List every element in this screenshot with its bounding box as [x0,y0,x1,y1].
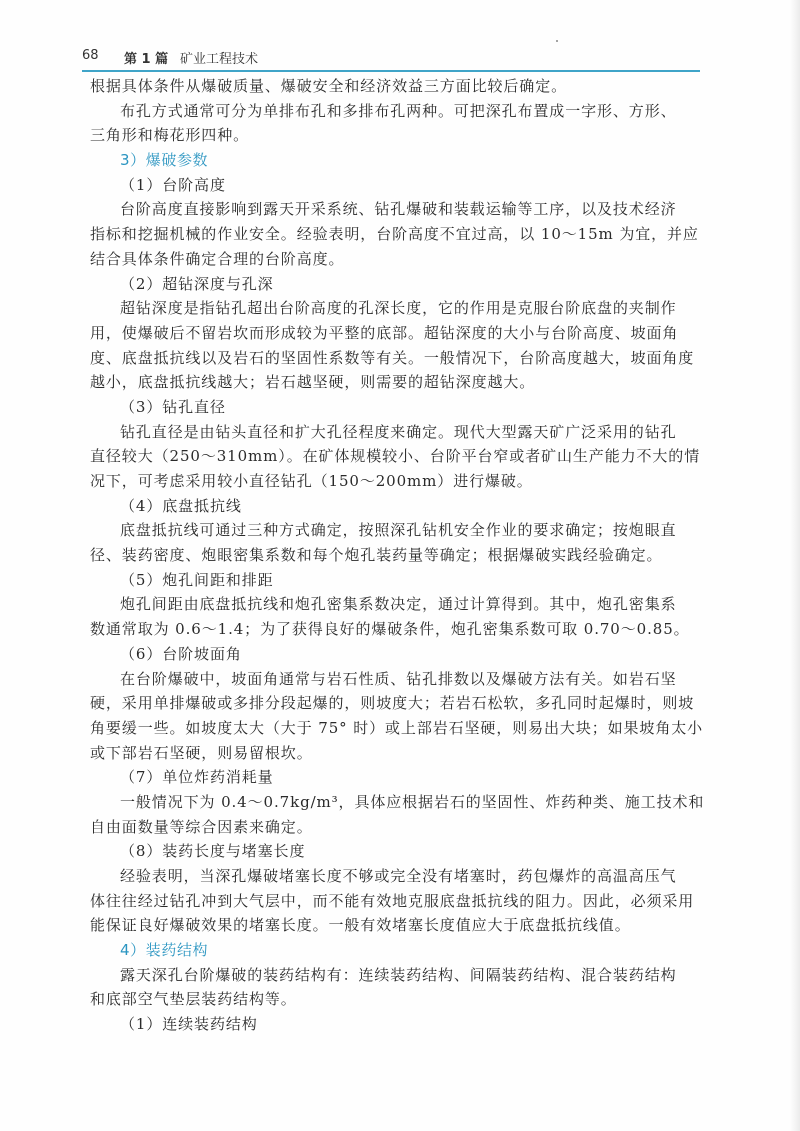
part-label: 第 1 篇 [124,52,169,67]
chapter-title: 矿业工程技术 [180,52,259,67]
paragraph-line: 自由面数量等综合因素来确定。 [90,817,313,836]
subsection-heading: （8）装药长度与堵塞长度 [120,842,306,861]
paragraph-line: 结合具体条件确定合理的台阶高度。 [90,249,345,268]
paragraph-line: 能保证良好爆破效果的堵塞长度。一般有效堵塞长度值应大于底盘抵抗线值。 [90,916,631,935]
paragraph-line: 硬，采用单排爆破或多排分段起爆的，则坡度大；若岩石松软，多孔同时起爆时，则坡 [90,694,695,713]
subsection-heading: （7）单位炸药消耗量 [120,768,274,787]
paragraph-line: 布孔方式通常可分为单排布孔和多排布孔两种。可把深孔布置成一字形、方形、 [120,101,677,120]
paragraph-line: 在台阶爆破中，坡面角通常与岩石性质、钻孔排数以及爆破方法有关。如岩石坚 [120,669,677,688]
paragraph-line: 炮孔间距由底盘抵抗线和炮孔密集系数决定，通过计算得到。其中，炮孔密集系 [120,595,677,614]
header-rule [82,70,700,72]
subsection-heading: （1）连续装药结构 [120,1015,258,1034]
paragraph-line: 台阶高度直接影响到露天开采系统、钻孔爆破和装载运输等工序，以及技术经济 [120,200,677,219]
page-number: 68 [82,48,99,63]
paragraph-line: 体往往经过钻孔冲到大气层中，而不能有效地克服底盘抵抗线的阻力。因此，必须采用 [90,891,695,910]
page-edge-shadow [790,0,800,1131]
paragraph-line: 径、装药密度、炮眼密集系数和每个炮孔装药量等确定；根据爆破实践经验确定。 [90,546,663,565]
paragraph-line: 底盘抵抗线可通过三种方式确定，按照深孔钻机安全作业的要求确定；按炮眼直 [120,521,677,540]
paragraph-line: 经验表明，当深孔爆破堵塞长度不够或完全没有堵塞时，药包爆炸的高温高压气 [120,867,677,885]
paragraph-line: 指标和挖掘机械的作业安全。经验表明，台阶高度不宜过高，以 10～15m 为宜，并应 [90,225,699,244]
subsection-heading: （4）底盘抵抗线 [120,496,242,515]
paragraph-line: 一般情况下为 0.4～0.7kg/m³，具体应根据岩石的坚固性、炸药种类、施工技术和 [120,792,705,811]
subsection-heading: （3）钻孔直径 [120,397,226,416]
paragraph-line: 和底部空气垫层装药结构等。 [90,990,297,1009]
paragraph-line: 用，使爆破后不留岩坎而形成较为平整的底部。超钻深度的大小与台阶高度、坡面角 [90,323,679,342]
section-heading: 3）爆破参数 [120,151,209,170]
paragraph-line: 三角形和梅花形四种。 [90,126,250,145]
paragraph-line: 直径较大（250～310mm）。在矿体规模较小、台阶平台窄或者矿山生产能力不大的情 [90,447,701,466]
paragraph-line: 钻孔直径是由钻头直径和扩大孔径程度来确定。现代大型露天矿广泛采用的钻孔 [120,422,677,441]
paragraph-line: 越小，底盘抵抗线越大；岩石越坚硬，则需要的超钻深度越大。 [90,373,536,392]
paragraph-line: 根据具体条件从爆破质量、爆破安全和经济效益三方面比较后确定。 [90,77,568,95]
subsection-heading: （5）炮孔间距和排距 [120,570,274,589]
paragraph-line: 超钻深度是指钻孔超出台阶高度的孔深长度，它的作用是克服台阶底盘的夹制作 [120,299,677,318]
scan-speck [556,40,558,42]
subsection-heading: （1）台阶高度 [120,175,226,194]
paragraph-line: 数通常取为 0.6～1.4；为了获得良好的爆破条件，炮孔密集系数可取 0.70～0.85。 [90,620,690,639]
paragraph-line: 或下部岩石坚硬，则易留根坎。 [90,743,313,762]
subsection-heading: （2）超钻深度与孔深 [120,274,274,293]
paragraph-line: 况下，可考虑采用较小直径钻孔（150～200mm）进行爆破。 [90,472,533,490]
paragraph-line: 角要缓一些。如坡度太大（大于 75° 时）或上部岩石坚硬，则易出大块；如果坡角太小 [90,718,704,737]
paragraph-line: 度、底盘抵抗线以及岩石的坚固性系数等有关。一般情况下，台阶高度越大，坡面角度 [90,348,695,367]
running-header [68,48,700,70]
subsection-heading: （6）台阶坡面角 [120,644,242,663]
paragraph-line: 露天深孔台阶爆破的装药结构有：连续装药结构、间隔装药结构、混合装药结构 [120,965,677,984]
section-heading: 4）装药结构 [120,941,209,960]
body-text [90,74,705,1037]
